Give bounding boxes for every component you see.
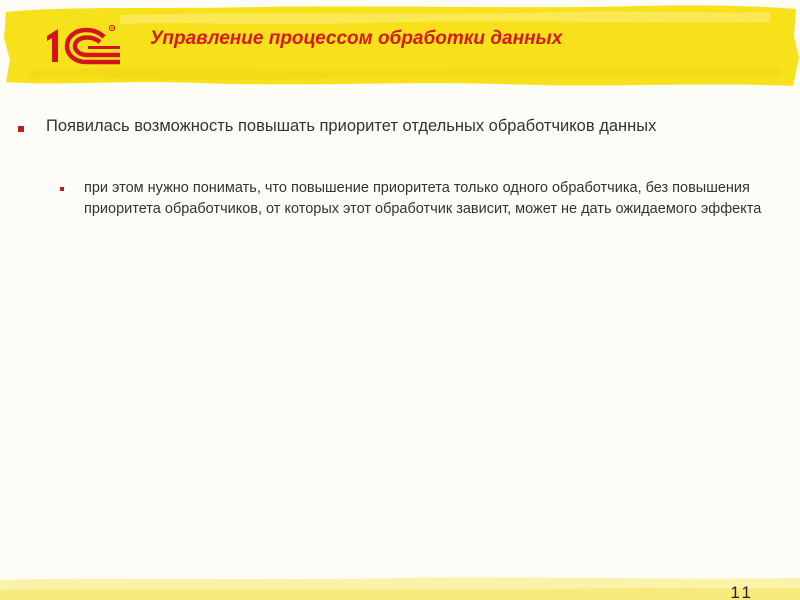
square-bullet-icon: [60, 187, 64, 191]
square-bullet-icon: [18, 126, 24, 132]
bullet-text: Появилась возможность повышать приоритет отдельных обработчиков данных: [46, 117, 657, 135]
footer-highlight-band: [0, 576, 800, 600]
1c-logo: [44, 22, 124, 68]
slide-title: Управление процессом обработки данных: [150, 28, 563, 49]
sub-bullet-text: при этом нужно понимать, что повышение приоритета только одного обработчика, без повышения приоритета обработчиков, от которых этот обработчик зависит, может не дать ожидаемого эффекта: [84, 180, 762, 217]
svg-text:R: R: [110, 26, 114, 31]
page-number: 11: [730, 583, 754, 600]
